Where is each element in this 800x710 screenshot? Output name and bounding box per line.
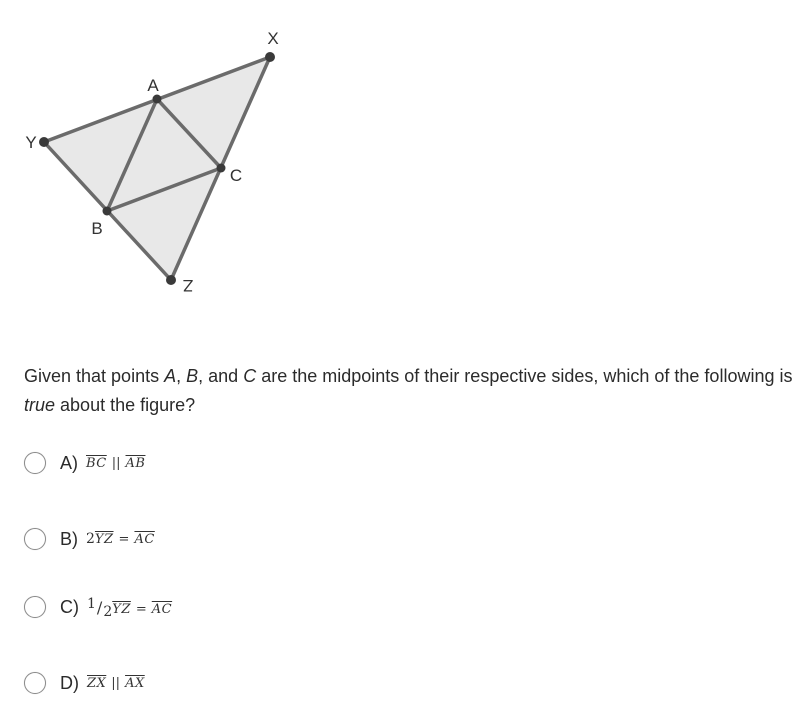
option-a-letter: A) [60,452,78,473]
option-a-expression: $\overline{BC}$ || $\overline{AB}$ [86,455,146,471]
option-d-expression: $\overline{ZX}$ || $\overline{AX}$ [87,675,145,691]
option-b-letter: B) [60,528,78,549]
option-b[interactable] [24,524,155,554]
radio-option-c[interactable] [24,596,46,618]
option-d-letter: D) [60,672,79,693]
label-x: X [267,29,279,48]
option-c-expression: 1 / 2 $\overline{YZ}$ = $\overline{AC}$ [87,595,173,620]
option-a[interactable] [24,448,145,478]
point-c [217,164,226,173]
label-c: C [229,166,243,185]
radio-option-b[interactable] [24,528,46,550]
label-b: B [91,219,103,238]
option-c[interactable] [24,592,172,622]
option-c-letter: C) [60,596,79,617]
option-d[interactable] [24,668,145,698]
point-b [103,207,112,216]
triangle-figure [0,0,800,340]
point-z [166,275,176,285]
radio-option-a[interactable] [24,452,46,474]
label-y: Y [25,133,37,152]
label-a: A [147,76,159,95]
label-z: Z [182,276,194,295]
point-x [265,52,275,62]
option-b-expression: 2 $\overline{YZ}$ = $\overline{AC}$ [86,531,155,547]
radio-option-d[interactable] [24,672,46,694]
question-text: Given that points A, B, and C are the midpoints of their respective sides, which of the following is true about the figure? [24,366,793,415]
point-a [153,95,162,104]
point-y [39,137,49,147]
